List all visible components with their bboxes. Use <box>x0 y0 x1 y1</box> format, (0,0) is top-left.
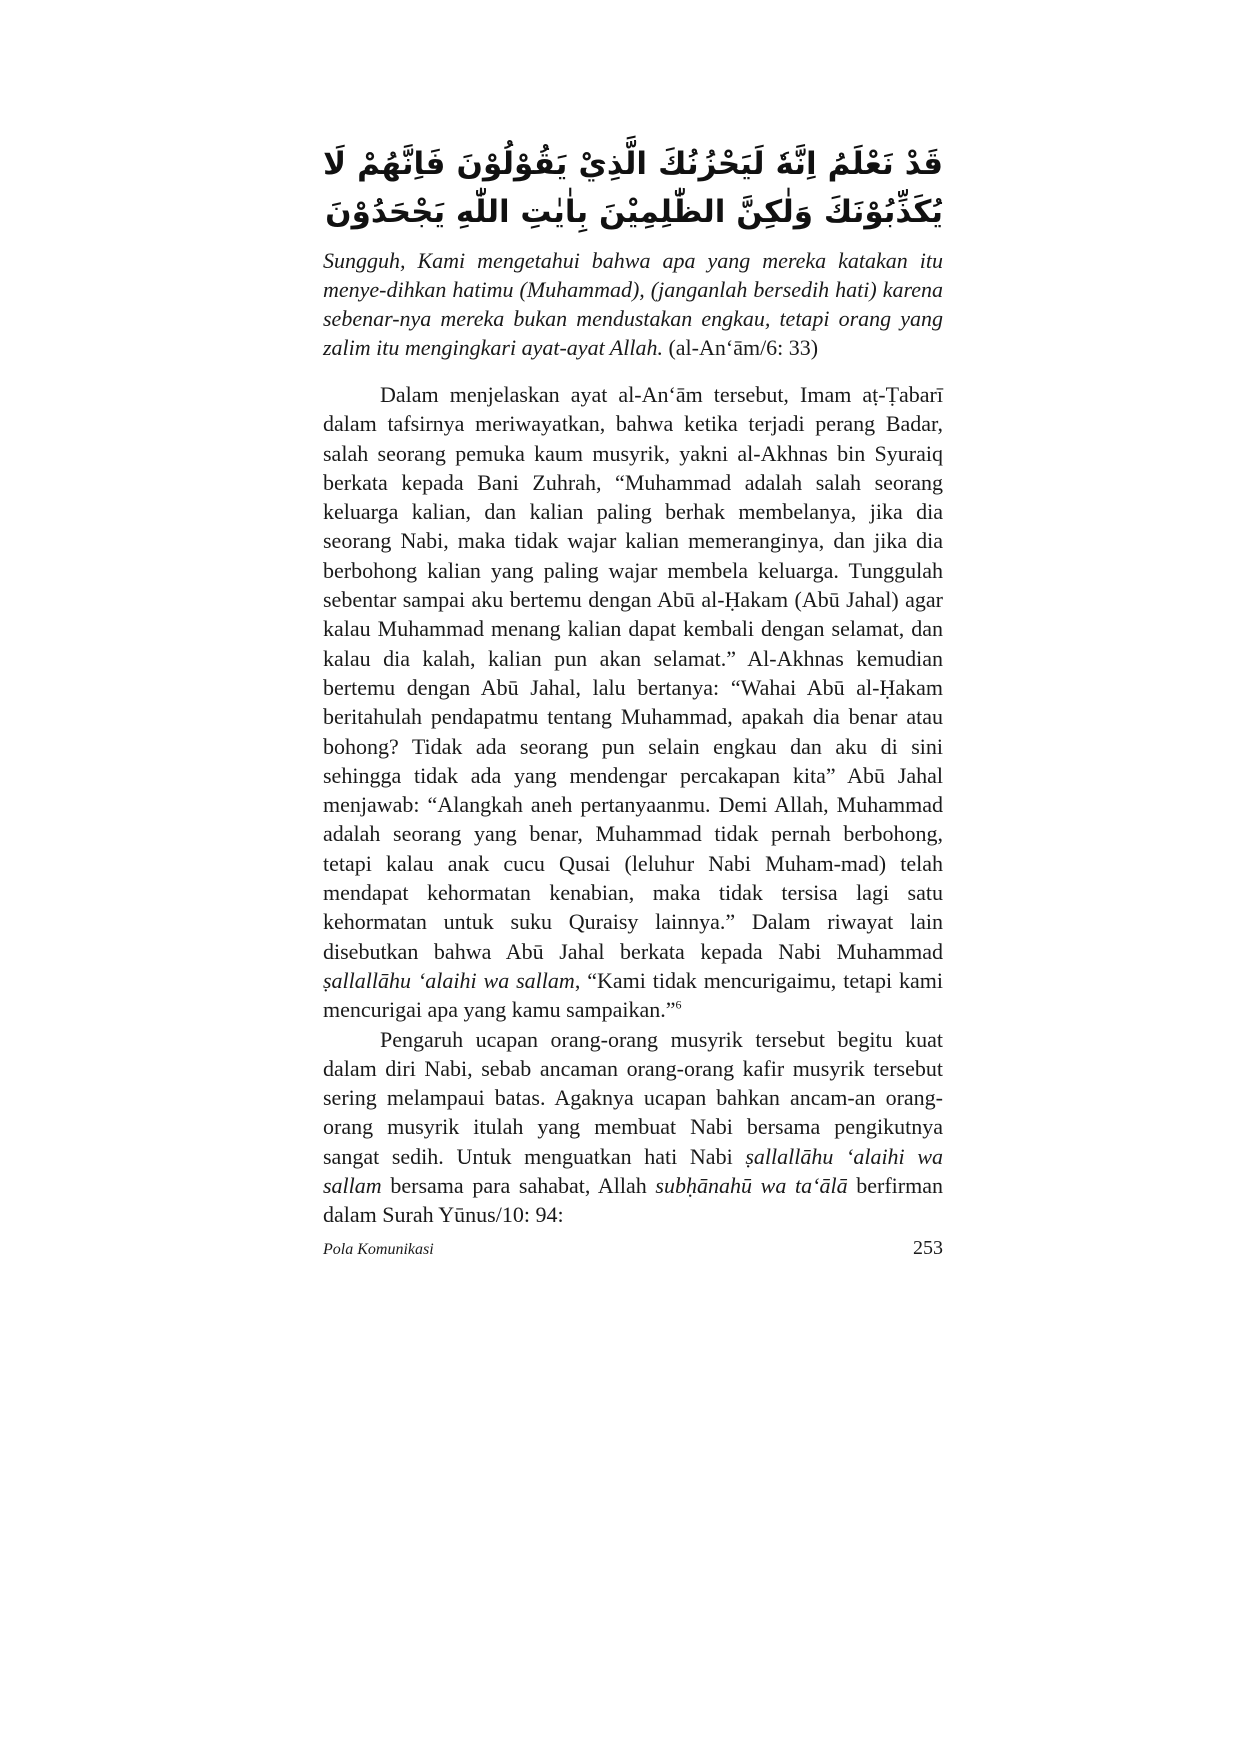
paragraph-1-honorific: ṣallallāhu ‘alaihi wa sallam <box>323 967 575 993</box>
paragraph-2 <box>323 1025 943 1230</box>
paragraph-2-text-end: berfirman dalam Surah Yūnus/10: 94: <box>323 1173 943 1228</box>
paragraph-1-text-end: , “Kami tidak mencurigaimu, tetapi kami mencurigai apa yang kamu sampaikan.” <box>323 967 943 1023</box>
paragraph-2-text-mid: bersama para sahabat, Allah <box>390 1173 647 1199</box>
arabic-verse: قَدْ نَعْلَمُ اِنَّهٗ لَيَحْزُنُكَ الَّذِيْ يَقُوْلُوْنَ فَاِنَّهُمْ لَا يُكَذِّبُوْنَكَ وَلٰكِنَّ الظّٰلِمِيْنَ بِاٰيٰتِ اللّٰهِ يَجْحَدُوْنَ <box>323 146 943 230</box>
paragraph-2-divine: subḥānahū wa ta‘ālā <box>655 1173 848 1199</box>
paragraph-2-honorific: ṣallallāhu ‘alaihi wa sallam <box>323 1143 943 1199</box>
paragraph-1-text: Dalam menjelaskan ayat al-An‘ām tersebut, Imam aṭ-Ṭabarī dalam tafsirnya meriwayatkan, bahwa ketika terjadi perang Badar, salah seorang pemuka kaum musyrik, yakni al-Akhnas bin Syuraiq berkata kepada Bani Zuhrah, “Muhammad adalah salah seorang keluarga kalian, dan kalian paling berhak membelanya, jika dia seorang Nabi, maka tidak wajar kalian memeranginya, dan jika dia berbohong kalian yang paling wajar membela keluarga. Tunggulah sebentar sampai aku bertemu dengan Abū al-Ḥakam (Abū Jahal) agar kalau Muhammad menang kalian dapat kembali dengan selamat, dan kalau dia kalah, kalian pun akan selamat.” Al-Akhnas kemudian bertemu dengan Abū Jahal, lalu bertanya: “Wahai Abū al-Ḥakam beritahulah pendapatmu tentang Muhammad, apakah dia benar atau bohong? Tidak ada seorang pun selain engkau dan aku di sini sehingga tidak ada yang mendengar percakapan kita” Abū Jahal menjawab: “Alangkah aneh pertanyaanmu. Demi Allah, Muhammad adalah seorang yang benar, Muhammad tidak pernah berbohong, tetapi kalau anak cucu Qusai (leluhur Nabi Muham-mad) telah mendapat kehormatan kenabian, maka tidak tersisa lagi satu kehormatan untuk suku Quraisy lainnya.” Dalam riwayat lain disebutkan bahwa Abū Jahal berkata kepada Nabi Muhammad <box>323 382 943 964</box>
page-number: 253 <box>913 1237 943 1259</box>
page-content <box>323 140 943 1230</box>
running-title: Pola Komunikasi <box>323 1241 434 1258</box>
paragraph-1 <box>323 380 943 1025</box>
page-footer <box>323 1237 943 1260</box>
verse-translation <box>323 246 943 362</box>
translation-text: Sungguh, Kami mengetahui bahwa apa yang mereka katakan itu menye-dihkan hatimu (Muhammad), (janganlah bersedih hati) karena sebenar-nya mereka bukan mendustakan engkau, tetapi orang yang zalim itu mengingkari ayat-ayat Allah. <box>323 248 943 360</box>
verse-reference: (al-An‘ām/6: 33) <box>668 335 819 360</box>
paragraph-2-text: Pengaruh ucapan orang-orang musyrik tersebut begitu kuat dalam diri Nabi, sebab ancaman orang-orang kafir musyrik tersebut sering melampaui batas. Agaknya ucapan bahkan ancam-an orang-orang musyrik itulah yang membuat Nabi bersama pengikutnya sangat sedih. Untuk menguatkan hati Nabi <box>323 1026 943 1169</box>
footnote-ref: 6 <box>675 997 682 1012</box>
